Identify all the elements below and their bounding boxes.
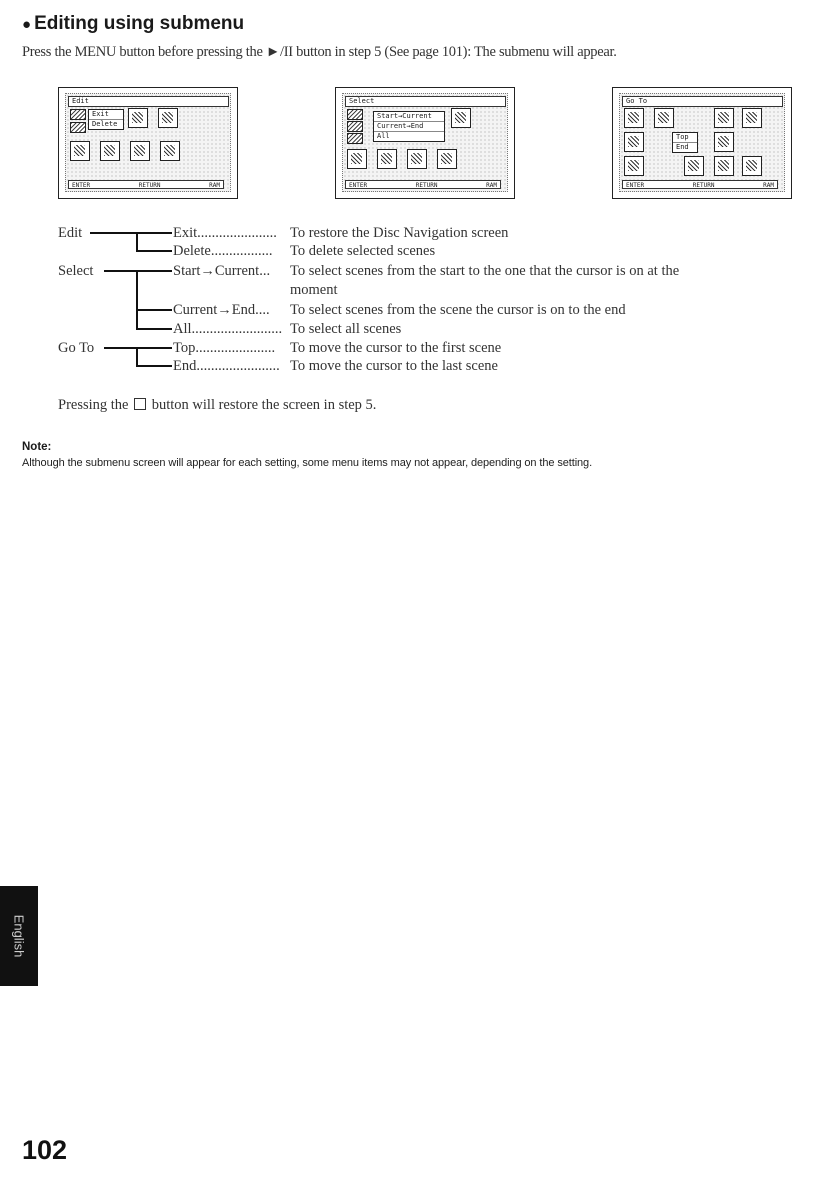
menu-tree (0, 0, 824, 420)
thumbnail (742, 156, 762, 176)
screen-select (335, 87, 515, 199)
lcd-title: Edit (68, 96, 229, 107)
thumbnail (347, 149, 367, 169)
menu-item: End....................... (173, 358, 280, 374)
connector-line (136, 328, 172, 330)
thumbnail (407, 149, 427, 169)
menu-item: Start→Current... (173, 263, 271, 279)
group-label: Edit (58, 225, 83, 241)
menu-item: Current→End.... (173, 302, 270, 318)
menu-item-description: To select scenes from the start to the one that the cursor is on at the (290, 263, 680, 279)
restore-text: Pressing the button will restore the screen in step 5. (58, 397, 377, 413)
thumbnail (347, 133, 363, 144)
connector-line (136, 365, 172, 367)
thumbnail (714, 156, 734, 176)
intro-text: Press the MENU button before pressing the ►/II button in step 5 (See page 101): The submenu will appear. (22, 44, 617, 60)
submenu-item[interactable]: Exit (89, 110, 123, 120)
menu-item-description-cont: moment (290, 282, 338, 298)
menu-item-description: To move the cursor to the first scene (290, 340, 502, 356)
section-heading-text: Editing using submenu (34, 13, 245, 34)
menu-item-description: To delete selected scenes (290, 243, 436, 259)
thumbnail (70, 109, 86, 120)
submenu (373, 111, 445, 142)
enter-label: ENTER (626, 182, 645, 189)
submenu-item[interactable]: Start→Current (374, 112, 444, 122)
language-tab-label: English (11, 914, 27, 958)
thumbnail (624, 156, 644, 176)
bullet-icon: ● (22, 15, 32, 33)
thumbnail (128, 108, 148, 128)
submenu-item[interactable]: Current→End (374, 122, 444, 132)
thumbnail (158, 108, 178, 128)
thumbnail (624, 108, 644, 128)
thumbnail (437, 149, 457, 169)
menu-item-description: To move the cursor to the last scene (290, 358, 498, 374)
submenu (88, 109, 124, 130)
connector-line (104, 270, 172, 272)
menu-item-description: To select scenes from the scene the cursor is on to the end (290, 302, 626, 318)
submenu-item[interactable]: End (676, 143, 689, 151)
thumbnail (70, 141, 90, 161)
note-text: Although the submenu screen will appear for each setting, some menu items may not appear, depending on the setting. (22, 457, 593, 469)
connector-line (136, 250, 172, 252)
menu-item: Exit...................... (173, 225, 277, 241)
submenu (672, 132, 698, 153)
thumbnail (714, 108, 734, 128)
submenu-item[interactable]: All (377, 132, 390, 140)
connector-line (104, 347, 172, 349)
lcd-status-bar (622, 180, 778, 189)
connector-line (90, 232, 172, 234)
submenu-item[interactable]: Top (673, 133, 697, 143)
thumbnail (347, 109, 363, 120)
lcd-display (342, 93, 508, 192)
thumbnail (377, 149, 397, 169)
lcd-display (65, 93, 231, 192)
thumbnail (70, 122, 86, 133)
lcd-status-bar (68, 180, 224, 189)
ram-label: RAM (486, 182, 497, 189)
return-label: RETURN (138, 182, 161, 189)
connector-line (136, 309, 172, 311)
thumbnail (451, 108, 471, 128)
note-heading: Note: (22, 441, 52, 453)
submenu-item[interactable]: Delete (92, 120, 118, 128)
enter-label: ENTER (349, 182, 368, 189)
lcd-status-bar (345, 180, 501, 189)
menu-item-description: To restore the Disc Navigation screen (290, 225, 509, 241)
menu-item: Top...................... (173, 340, 276, 356)
group-label: Select (58, 263, 94, 279)
ram-label: RAM (209, 182, 220, 189)
thumbnail (100, 141, 120, 161)
thumbnail (624, 132, 644, 152)
group-label: Go To (58, 340, 95, 356)
connector-line (136, 232, 138, 252)
screen-goto (612, 87, 792, 199)
return-label: RETURN (692, 182, 715, 189)
connector-line (136, 347, 138, 367)
stop-button-icon (134, 398, 146, 410)
ram-label: RAM (763, 182, 774, 189)
enter-label: ENTER (72, 182, 91, 189)
screen-edit (58, 87, 238, 199)
thumbnail (684, 156, 704, 176)
lcd-title: Go To (622, 96, 783, 107)
page-number: 102 (22, 1135, 68, 1165)
thumbnail (130, 141, 150, 161)
menu-item: All......................... (173, 321, 283, 337)
return-label: RETURN (415, 182, 438, 189)
thumbnail (714, 132, 734, 152)
menu-item-description: To select all scenes (290, 321, 402, 337)
lcd-display (619, 93, 785, 192)
section-heading (22, 13, 244, 35)
thumbnail (742, 108, 762, 128)
lcd-title: Select (345, 96, 506, 107)
menu-item: Delete................. (173, 243, 273, 259)
thumbnail (347, 121, 363, 132)
thumbnail (654, 108, 674, 128)
connector-line (136, 270, 138, 330)
thumbnail (160, 141, 180, 161)
language-tab (0, 886, 38, 986)
